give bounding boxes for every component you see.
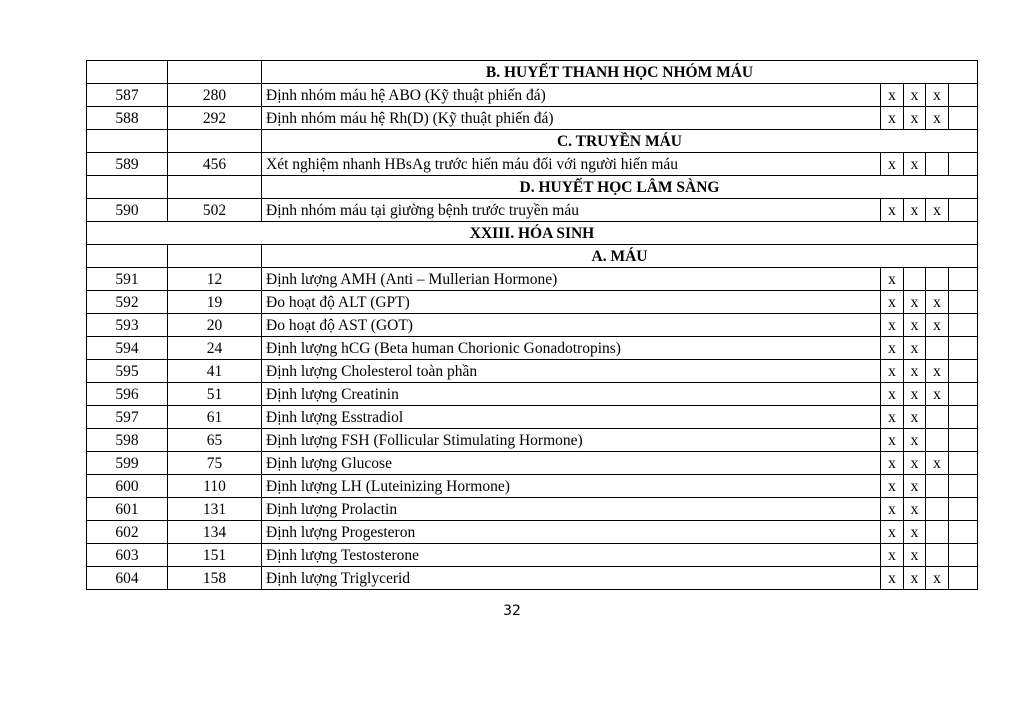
procedure-name: Định lượng Prolactin (262, 498, 881, 521)
level-mark-cell: x (881, 337, 904, 360)
level-mark-cell: x (881, 475, 904, 498)
empty-cell (949, 544, 978, 567)
empty-cell (949, 337, 978, 360)
level-mark-cell: x (881, 498, 904, 521)
stt-cell (87, 245, 168, 268)
table-row (87, 199, 978, 222)
table-row (87, 429, 978, 452)
procedure-name: Định lượng Cholesterol toàn phần (262, 360, 881, 383)
level-mark-cell: x (881, 84, 904, 107)
level-mark-cell: x (904, 429, 926, 452)
level-mark-cell: x (904, 84, 926, 107)
procedure-name: Định lượng Progesteron (262, 521, 881, 544)
empty-cell (949, 84, 978, 107)
level-mark-cell: x (881, 107, 904, 130)
level-mark-cell: x (926, 383, 949, 406)
code-cell: 65 (168, 429, 262, 452)
table-row (87, 383, 978, 406)
table-row (87, 406, 978, 429)
level-mark-cell: x (881, 268, 904, 291)
code-cell: 134 (168, 521, 262, 544)
table-row (87, 452, 978, 475)
stt-cell: 599 (87, 452, 168, 475)
level-mark-cell (904, 268, 926, 291)
level-mark-cell: x (881, 360, 904, 383)
empty-cell (949, 107, 978, 130)
level-mark-cell: x (904, 383, 926, 406)
stt-cell: 595 (87, 360, 168, 383)
level-mark-cell (926, 406, 949, 429)
level-mark-cell (926, 498, 949, 521)
empty-cell (949, 383, 978, 406)
procedure-table (86, 60, 978, 590)
stt-cell: 592 (87, 291, 168, 314)
stt-cell (87, 61, 168, 84)
stt-cell: 591 (87, 268, 168, 291)
level-mark-cell: x (904, 337, 926, 360)
level-mark-cell: x (926, 360, 949, 383)
level-mark-cell: x (881, 521, 904, 544)
table-row (87, 521, 978, 544)
level-mark-cell: x (904, 153, 926, 176)
procedure-name: Định lượng FSH (Follicular Stimulating Hormone) (262, 429, 881, 452)
chapter-title: XXIII. HÓA SINH (87, 222, 978, 245)
code-cell: 456 (168, 153, 262, 176)
code-cell (168, 245, 262, 268)
level-mark-cell: x (926, 567, 949, 590)
section-title: B. HUYẾT THANH HỌC NHÓM MÁU (262, 61, 978, 84)
page-number: 32 (503, 603, 521, 619)
level-mark-cell: x (881, 199, 904, 222)
code-cell: 292 (168, 107, 262, 130)
level-mark-cell: x (926, 107, 949, 130)
empty-cell (949, 498, 978, 521)
section-row (87, 176, 978, 199)
code-cell (168, 130, 262, 153)
empty-cell (949, 567, 978, 590)
level-mark-cell: x (881, 567, 904, 590)
code-cell: 20 (168, 314, 262, 337)
procedure-name: Xét nghiệm nhanh HBsAg trước hiến máu đối với người hiến máu (262, 153, 881, 176)
section-row (87, 130, 978, 153)
level-mark-cell: x (904, 107, 926, 130)
empty-cell (949, 314, 978, 337)
level-mark-cell: x (881, 383, 904, 406)
procedure-name: Định lượng AMH (Anti – Mullerian Hormone) (262, 268, 881, 291)
chapter-row (87, 222, 978, 245)
empty-cell (949, 199, 978, 222)
stt-cell: 593 (87, 314, 168, 337)
procedure-name: Định nhóm máu hệ ABO (Kỹ thuật phiến đá) (262, 84, 881, 107)
procedure-name: Định lượng Creatinin (262, 383, 881, 406)
code-cell: 151 (168, 544, 262, 567)
table-row (87, 291, 978, 314)
level-mark-cell: x (904, 314, 926, 337)
level-mark-cell (926, 544, 949, 567)
table-row (87, 84, 978, 107)
level-mark-cell: x (904, 475, 926, 498)
section-row (87, 245, 978, 268)
procedure-name: Định lượng Triglycerid (262, 567, 881, 590)
procedure-name: Định lượng Testosterone (262, 544, 881, 567)
code-cell (168, 61, 262, 84)
code-cell: 19 (168, 291, 262, 314)
level-mark-cell (926, 337, 949, 360)
table-row (87, 498, 978, 521)
code-cell: 12 (168, 268, 262, 291)
procedure-name: Đo hoạt độ AST (GOT) (262, 314, 881, 337)
procedure-name: Định nhóm máu hệ Rh(D) (Kỹ thuật phiến đá) (262, 107, 881, 130)
level-mark-cell: x (904, 521, 926, 544)
level-mark-cell: x (926, 199, 949, 222)
section-title: D. HUYẾT HỌC LÂM SÀNG (262, 176, 978, 199)
level-mark-cell (926, 521, 949, 544)
procedure-name: Định lượng Glucose (262, 452, 881, 475)
level-mark-cell: x (881, 406, 904, 429)
level-mark-cell: x (926, 84, 949, 107)
table-body (87, 61, 978, 590)
level-mark-cell: x (926, 291, 949, 314)
procedure-name: Định lượng Esstradiol (262, 406, 881, 429)
stt-cell: 589 (87, 153, 168, 176)
empty-cell (949, 521, 978, 544)
table-row (87, 567, 978, 590)
table-row (87, 360, 978, 383)
empty-cell (949, 291, 978, 314)
code-cell: 280 (168, 84, 262, 107)
code-cell: 24 (168, 337, 262, 360)
procedure-name: Đo hoạt độ ALT (GPT) (262, 291, 881, 314)
level-mark-cell: x (904, 291, 926, 314)
code-cell (168, 176, 262, 199)
level-mark-cell (926, 153, 949, 176)
stt-cell: 588 (87, 107, 168, 130)
level-mark-cell: x (904, 360, 926, 383)
table-row (87, 153, 978, 176)
section-title: C. TRUYỀN MÁU (262, 130, 978, 153)
level-mark-cell: x (881, 544, 904, 567)
table-row (87, 268, 978, 291)
code-cell: 110 (168, 475, 262, 498)
level-mark-cell: x (904, 199, 926, 222)
procedure-name: Định nhóm máu tại giường bệnh trước truyền máu (262, 199, 881, 222)
level-mark-cell: x (881, 452, 904, 475)
empty-cell (949, 452, 978, 475)
level-mark-cell: x (904, 498, 926, 521)
table-row (87, 107, 978, 130)
empty-cell (949, 475, 978, 498)
empty-cell (949, 406, 978, 429)
level-mark-cell: x (881, 429, 904, 452)
table-row (87, 314, 978, 337)
code-cell: 51 (168, 383, 262, 406)
stt-cell: 598 (87, 429, 168, 452)
code-cell: 158 (168, 567, 262, 590)
level-mark-cell: x (904, 452, 926, 475)
level-mark-cell (926, 475, 949, 498)
section-title: A. MÁU (262, 245, 978, 268)
level-mark-cell: x (904, 406, 926, 429)
stt-cell: 590 (87, 199, 168, 222)
procedure-name: Định lượng LH (Luteinizing Hormone) (262, 475, 881, 498)
empty-cell (949, 429, 978, 452)
stt-cell: 604 (87, 567, 168, 590)
level-mark-cell: x (904, 544, 926, 567)
level-mark-cell (926, 429, 949, 452)
table-row (87, 475, 978, 498)
code-cell: 61 (168, 406, 262, 429)
stt-cell (87, 176, 168, 199)
level-mark-cell: x (926, 452, 949, 475)
stt-cell: 597 (87, 406, 168, 429)
level-mark-cell: x (881, 153, 904, 176)
stt-cell: 596 (87, 383, 168, 406)
code-cell: 75 (168, 452, 262, 475)
stt-cell: 603 (87, 544, 168, 567)
code-cell: 502 (168, 199, 262, 222)
section-row (87, 61, 978, 84)
level-mark-cell: x (904, 567, 926, 590)
stt-cell: 587 (87, 84, 168, 107)
level-mark-cell: x (881, 314, 904, 337)
table-row (87, 544, 978, 567)
empty-cell (949, 360, 978, 383)
empty-cell (949, 153, 978, 176)
code-cell: 131 (168, 498, 262, 521)
stt-cell: 600 (87, 475, 168, 498)
stt-cell: 594 (87, 337, 168, 360)
stt-cell: 602 (87, 521, 168, 544)
stt-cell: 601 (87, 498, 168, 521)
stt-cell (87, 130, 168, 153)
level-mark-cell: x (881, 291, 904, 314)
table-row (87, 337, 978, 360)
level-mark-cell (926, 268, 949, 291)
code-cell: 41 (168, 360, 262, 383)
procedure-name: Định lượng hCG (Beta human Chorionic Gonadotropins) (262, 337, 881, 360)
empty-cell (949, 268, 978, 291)
level-mark-cell: x (926, 314, 949, 337)
